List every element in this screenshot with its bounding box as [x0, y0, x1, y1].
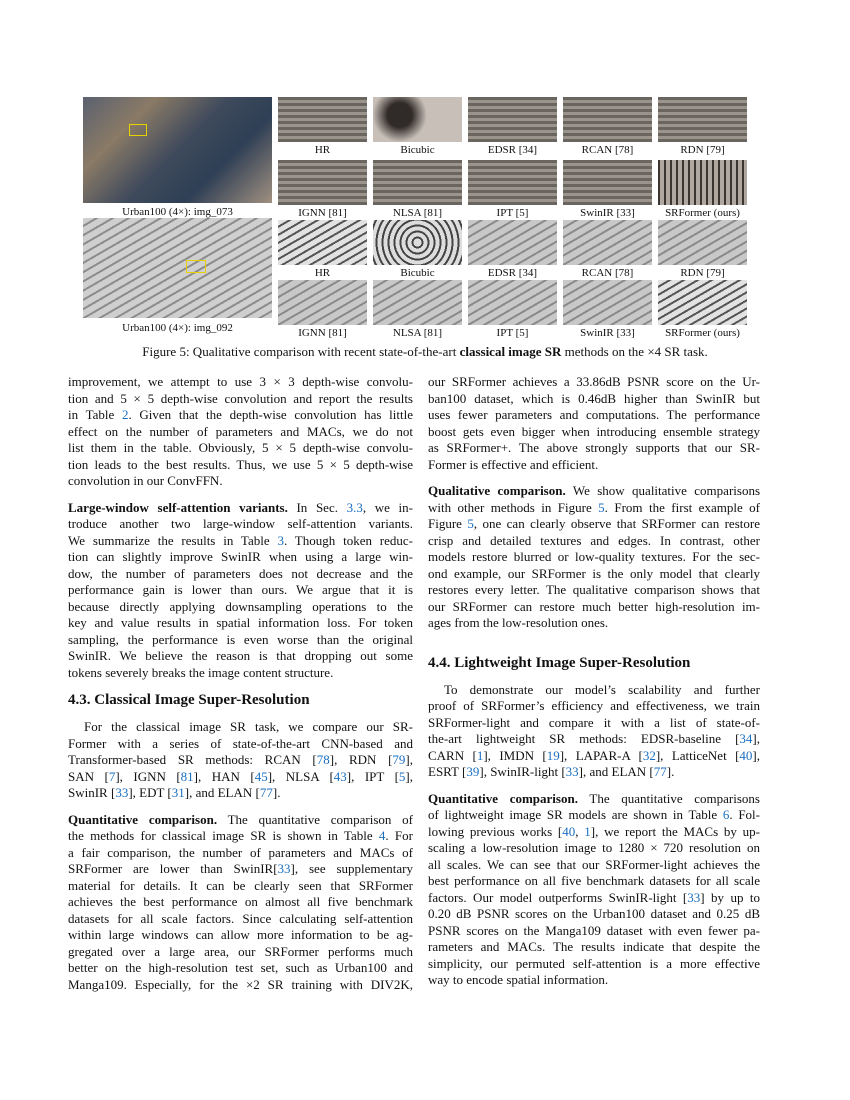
line-text: SRFormer are lower than SwinIR[33], see supplementary — [68, 861, 413, 876]
line-text: SwinIR. We believe the reason is that dropping out some — [68, 648, 413, 663]
citation-link[interactable]: 33 — [115, 785, 129, 800]
thumbnail-label: RCAN [78] — [563, 267, 652, 280]
text-line — [428, 440, 760, 457]
text-line — [428, 483, 760, 500]
thumbnail-label: EDSR [34] — [468, 144, 557, 157]
text-line — [428, 391, 760, 408]
caption-bold: classical image SR — [459, 344, 562, 359]
cross-ref-link[interactable]: 2 — [121, 407, 129, 422]
text-line — [68, 960, 413, 977]
text-line — [428, 906, 760, 923]
run-in-heading: Qualitative comparison. — [428, 483, 566, 498]
text-line — [68, 407, 413, 424]
text-line — [428, 731, 760, 748]
building-pattern-image — [83, 218, 272, 318]
line-text: material for details. It can be clearly seen that SRFormer — [68, 877, 413, 893]
citation-link[interactable]: 1 — [476, 747, 484, 763]
line-text: because directly applying downsampling operations to the — [68, 598, 413, 614]
line-text: troduce another two large-window self-attention variants. — [68, 516, 413, 531]
result-thumbnail — [468, 280, 557, 325]
line-text: simplicity, our permuted self-attention is a more effective — [428, 955, 760, 971]
line-text: SwinIR [33], EDT [31], and ELAN [77]. — [68, 785, 281, 800]
line-text: within large windows can allow more information to be ag- — [68, 927, 413, 942]
figure-5 — [0, 0, 850, 370]
line-text: best performance on all five benchmark datasets for all scale — [428, 873, 760, 888]
left-column — [68, 374, 413, 1003]
line-text: boost gets even bigger when introducing ensemble strategy — [428, 423, 760, 439]
thumbnail-label: HR — [278, 144, 367, 157]
thumbnail-label: RDN [79] — [658, 144, 747, 157]
text-line — [68, 828, 413, 845]
result-thumbnail — [658, 280, 747, 325]
citation-link[interactable]: 1 — [584, 823, 591, 839]
line-text: tion can slightly improve SwinIR when using a large win- — [68, 549, 413, 564]
text-line — [428, 682, 760, 699]
text-line — [428, 956, 760, 973]
line-text: our SRFormer can restore much better high-resolution im- — [428, 598, 760, 614]
line-text: To demonstrate our model’s scalability and further — [444, 681, 760, 697]
text-line — [68, 944, 413, 961]
thumbnail-label: SwinIR [33] — [563, 207, 652, 220]
paragraph — [68, 719, 413, 802]
text-line — [68, 752, 413, 769]
text-line — [428, 457, 760, 474]
line-text: with other methods in Figure 5. From the first example of — [428, 499, 760, 515]
citation-link[interactable]: 45 — [254, 768, 268, 784]
thumbnail-label: IPT [5] — [468, 207, 557, 220]
cross-ref-link[interactable]: 3.3 — [346, 499, 363, 515]
line-text: proof of SRFormer’s efficiency and effectiveness, we train — [428, 698, 760, 713]
text-line — [68, 878, 413, 895]
thumbnail-label: SRFormer (ours) — [658, 327, 747, 340]
cross-ref-link[interactable]: 4 — [378, 828, 386, 843]
text-line — [428, 824, 760, 841]
text-line — [68, 648, 413, 665]
text-line — [68, 665, 413, 682]
line-text: We show qualitative comparisons — [565, 483, 761, 498]
line-text: CARN [1], IMDN [19], LAPAR-A [32], LatticeNet [40], — [428, 747, 760, 763]
result-thumbnail — [468, 220, 557, 265]
run-in-heading: Quantitative comparison. — [68, 811, 218, 827]
thumbnail-label: RDN [79] — [658, 267, 747, 280]
text-line — [68, 977, 413, 994]
citation-link[interactable]: 32 — [642, 747, 656, 763]
result-thumbnail — [563, 97, 652, 142]
line-text: PSNR scores on the Manga109 dataset with even fewer pa- — [428, 922, 760, 938]
thumbnail-label: IGNN [81] — [278, 327, 367, 340]
text-line — [68, 549, 413, 566]
citation-link[interactable]: 39 — [466, 764, 480, 779]
text-line — [68, 927, 413, 944]
text-line — [68, 374, 413, 391]
result-thumbnail — [278, 220, 367, 265]
line-text: dow, the number of parameters does not decrease and the — [68, 565, 413, 581]
line-text: ond example, our SRFormer is the only model that clearly — [428, 565, 760, 581]
text-line — [428, 549, 760, 566]
citation-link[interactable]: 81 — [180, 768, 194, 784]
text-line — [428, 791, 760, 808]
run-in-heading: Quantitative comparison. — [428, 790, 578, 806]
text-line — [68, 894, 413, 911]
citation-link[interactable]: 77 — [653, 764, 667, 779]
line-text: rameters and MACs. The results indicate that despite the — [428, 939, 760, 954]
text-line — [428, 698, 760, 715]
line-text: lowing previous works [40, 1], we report the MACs by up- — [428, 823, 760, 839]
text-line — [428, 857, 760, 874]
line-text: Former with a series of state-of-the-art CNN-based and — [68, 735, 413, 751]
zoom-region-box — [129, 124, 147, 136]
thumbnail-label: Bicubic — [373, 267, 462, 280]
line-text: SAN [7], IGNN [81], HAN [45], NLSA [43], IPT [5], — [68, 768, 414, 784]
result-thumbnail — [658, 160, 747, 205]
result-thumbnail — [468, 160, 557, 205]
line-text: ages from the low-resolution ones. — [428, 615, 609, 630]
result-thumbnail — [373, 97, 462, 142]
result-thumbnail — [278, 160, 367, 205]
zoom-region-box — [186, 260, 206, 273]
result-thumbnail — [658, 97, 747, 142]
text-line — [68, 615, 413, 632]
text-line — [428, 923, 760, 940]
text-line — [428, 582, 760, 599]
line-text: tion and 5 × 5 depth-wise convolution and report the results — [68, 390, 413, 406]
text-line — [68, 533, 413, 550]
thumbnail-label: NLSA [81] — [373, 327, 462, 340]
right-column — [428, 374, 760, 999]
line-text: as SRFormer+. The above strongly supports that our SR- — [428, 440, 760, 455]
line-text: Transformer-based SR methods: RCAN [78], RDN [79], — [68, 752, 413, 767]
paragraph-quantitative — [428, 791, 760, 989]
line-text: Manga109. Especially, for the ×2 SR training with DIV2K, — [68, 976, 413, 992]
text-line — [68, 566, 413, 583]
result-thumbnail — [658, 220, 747, 265]
thumbnail-label: HR — [278, 267, 367, 280]
thumbnail-label: IPT [5] — [468, 327, 557, 340]
citation-link[interactable]: 33 — [277, 861, 291, 876]
text-line — [428, 407, 760, 424]
text-line — [68, 632, 413, 649]
citation-link[interactable]: 77 — [259, 785, 273, 800]
citation-link[interactable]: 19 — [546, 747, 560, 763]
text-line — [428, 533, 760, 550]
thumbnail-label: EDSR [34] — [468, 267, 557, 280]
text-line — [68, 473, 413, 490]
citation-link[interactable]: 34 — [739, 731, 753, 746]
line-text: factors. Our model outperforms SwinIR-light [33] by up to — [428, 889, 761, 905]
text-line — [428, 890, 760, 907]
line-text: the-art lightweight SR methods: EDSR-baseline [34], — [428, 731, 760, 746]
text-line — [68, 845, 413, 862]
section-heading: 4.4. Lightweight Image Super-Resolution — [428, 654, 691, 671]
citation-link[interactable]: 40 — [739, 747, 753, 763]
text-line — [68, 440, 413, 457]
result-thumbnail — [278, 97, 367, 142]
line-text: achieves the best performance on almost all five benchmark — [68, 894, 413, 909]
result-thumbnail — [278, 280, 367, 325]
text-line — [68, 516, 413, 533]
text-line — [428, 748, 760, 765]
line-text: Former is effective and efficient. — [428, 456, 599, 472]
thumbnail-label: NLSA [81] — [373, 207, 462, 220]
line-text: In Sec. 3.3, we in- — [287, 499, 413, 515]
thumbnail-label: Bicubic — [373, 144, 462, 157]
line-text: tokens severely breaks the image content structure. — [68, 664, 334, 680]
result-thumbnail — [373, 220, 462, 265]
text-line — [428, 764, 760, 781]
result-thumbnail — [563, 160, 652, 205]
text-line — [428, 516, 760, 533]
line-text: 0.20 dB PSNR scores on the Urban100 dataset and 0.25 dB — [428, 906, 760, 921]
text-line — [428, 599, 760, 616]
citation-link[interactable]: 31 — [171, 785, 185, 800]
text-line — [68, 391, 413, 408]
line-text: a fair comparison, the number of parameters and MACs of — [68, 844, 413, 860]
thumbnail-label: SwinIR [33] — [563, 327, 652, 340]
text-line — [68, 861, 413, 878]
city-image — [83, 97, 272, 203]
cross-ref-link[interactable]: 3 — [277, 532, 284, 548]
text-line — [428, 939, 760, 956]
line-text: restores every letter. The qualitative comparison shows that — [428, 582, 760, 597]
text-line — [68, 736, 413, 753]
text-line — [68, 911, 413, 928]
line-text: improvement, we attempt to use 3 × 3 depth-wise convolu- — [68, 374, 413, 389]
text-line — [68, 424, 413, 441]
line-text: convolution in our ConvFFN. — [68, 473, 223, 488]
line-text: datasets for all scale factors. Since calculating self-attention — [68, 910, 413, 926]
line-text: ban100 dataset, which is 0.46dB higher than SwinIR but — [428, 390, 760, 406]
cross-ref-link[interactable]: 5 — [598, 499, 605, 515]
text-line — [428, 615, 760, 632]
text-line — [68, 599, 413, 616]
paragraph — [68, 374, 413, 490]
line-text: scaling a low-resolution image to 1280 × 720 resolution on — [428, 840, 760, 855]
line-text: SRFormer-light and compare it with a list of state-of- — [428, 714, 760, 730]
section-heading: 4.3. Classical Image Super-Resolution — [68, 692, 310, 708]
text-line — [428, 424, 760, 441]
text-line — [68, 812, 413, 829]
line-text: key and value results in spatial information loss. For token — [68, 615, 413, 630]
line-text: effect on the number of parameters and MACs, we do not — [68, 423, 413, 439]
line-text: in Table 2. Given that the depth-wise convolution has little — [68, 407, 414, 422]
figure-caption — [0, 344, 850, 360]
result-thumbnail — [563, 220, 652, 265]
line-text: Figure 5, one can clearly observe that SRFormer can restore — [428, 516, 760, 531]
caption-text: Figure 5: Qualitative comparison with recent state-of-the-art — [142, 344, 460, 359]
text-line — [428, 972, 760, 989]
result-thumbnail — [563, 280, 652, 325]
text-line — [428, 374, 760, 391]
line-text: our SRFormer achieves a 33.86dB PSNR score on the Ur- — [428, 374, 760, 389]
citation-link[interactable]: 33 — [687, 889, 701, 905]
line-text: The quantitative comparison of — [217, 811, 413, 827]
text-line — [68, 785, 413, 802]
line-text: list them in the table. Obviously, 5 × 5 depth-wise convolu- — [68, 440, 413, 455]
text-line — [428, 840, 760, 857]
result-thumbnail — [373, 160, 462, 205]
citation-link[interactable]: 33 — [565, 764, 579, 779]
paragraph — [428, 374, 760, 473]
line-text: models restore blurred or low-quality textures. For the sec- — [428, 549, 760, 564]
result-thumbnail — [373, 280, 462, 325]
large-image-caption: Urban100 (4×): img_073 — [122, 206, 233, 218]
thumbnail-label: RCAN [78] — [563, 144, 652, 157]
line-text: gregated over a large area, our SRFormer performs much — [68, 943, 413, 959]
line-text: crisp and detailed textures and edges. In contrast, other — [428, 532, 760, 548]
cross-ref-link[interactable]: 5 — [467, 516, 474, 531]
line-text: For the classical image SR task, we compare our SR- — [84, 719, 413, 734]
text-line — [428, 873, 760, 890]
text-line — [68, 582, 413, 599]
result-thumbnail — [468, 97, 557, 142]
line-text: of lightweight image SR models are shown in Table 6. Fol- — [428, 807, 760, 822]
text-line — [428, 566, 760, 583]
line-text: the methods for classical image SR is shown in Table 4. For — [68, 828, 413, 843]
caption-text: methods on the ×4 SR task. — [561, 344, 708, 359]
text-line — [68, 719, 413, 736]
text-line — [68, 457, 413, 474]
run-in-heading: Large-window self-attention variants. — [68, 499, 288, 515]
citation-link[interactable]: 40 — [562, 823, 576, 839]
text-line — [68, 500, 413, 517]
line-text: better on the high-resolution test set, such as Urban100 and — [68, 960, 413, 975]
line-text: sampling, the performance is even worse than the original — [68, 631, 413, 647]
citation-link[interactable]: 7 — [108, 768, 116, 784]
thumbnail-label: SRFormer (ours) — [658, 207, 747, 220]
paragraph — [428, 682, 760, 781]
line-text: We summarize the results in Table 3. Though token reduc- — [68, 532, 413, 548]
citation-link[interactable]: 78 — [316, 752, 330, 767]
paragraph-qualitative — [428, 483, 760, 632]
line-text: performance gain is lower than ours. We argue that it is — [68, 582, 413, 597]
line-text: ESRT [39], SwinIR-light [33], and ELAN [77]. — [428, 764, 675, 779]
line-text: all scales. We can see that our SRFormer-light achieves the — [428, 856, 760, 872]
cross-ref-link[interactable]: 6 — [722, 807, 730, 822]
citation-link[interactable]: 5 — [398, 768, 406, 784]
paragraph-large-window — [68, 500, 413, 682]
paragraph-quantitative — [68, 812, 413, 994]
citation-link[interactable]: 43 — [333, 768, 347, 784]
text-line — [428, 807, 760, 824]
large-image-img092 — [83, 218, 272, 334]
large-image-img073 — [83, 97, 272, 218]
citation-link[interactable]: 79 — [392, 752, 406, 767]
line-text: uses fewer parameters and computations. The performance — [428, 407, 760, 422]
thumbnail-label: IGNN [81] — [278, 207, 367, 220]
line-text: The quantitative comparisons — [577, 790, 760, 806]
text-line — [428, 500, 760, 517]
text-line — [428, 715, 760, 732]
line-text: tion leads to the best results. Thus, we use 5 × 5 depth-wise — [68, 456, 413, 472]
line-text: way to encode spatial information. — [428, 972, 609, 987]
large-image-caption: Urban100 (4×): img_092 — [122, 322, 233, 334]
text-line — [68, 769, 413, 786]
